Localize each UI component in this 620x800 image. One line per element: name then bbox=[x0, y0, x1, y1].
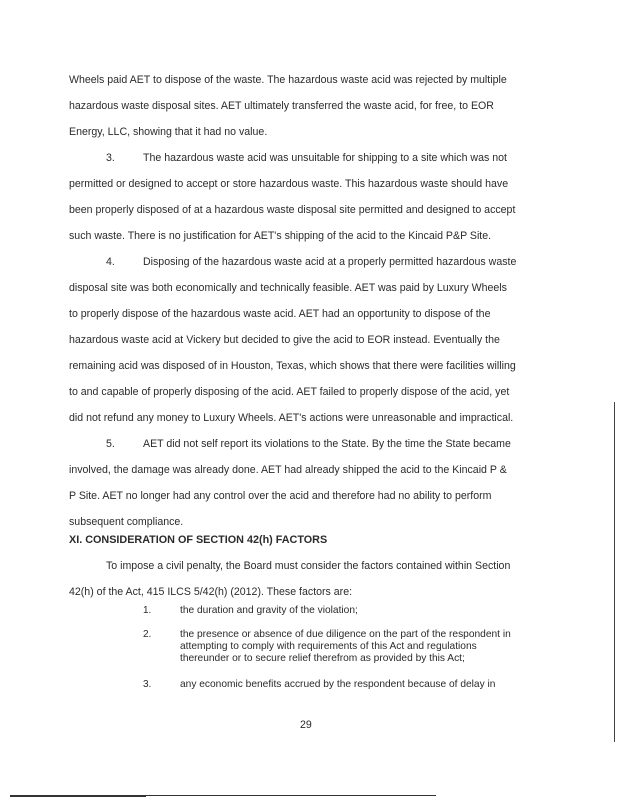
body-text-line: 42(h) of the Act, 415 ILCS 5/42(h) (2012). These factors are: bbox=[69, 586, 353, 598]
body-text-line: subsequent compliance. bbox=[69, 516, 184, 528]
body-text-line: involved, the damage was already done. AET had already shipped the acid to the Kincaid P & bbox=[69, 464, 507, 476]
list-item-text: attempting to comply with requirements of this Act and regulations bbox=[180, 641, 477, 652]
body-text-line: such waste. There is no justification for AET's shipping of the acid to the Kincaid P&P Site. bbox=[69, 230, 492, 242]
body-text-line: AET did not self report its violations to the State. By the time the State became bbox=[143, 438, 511, 450]
body-text-line: The hazardous waste acid was unsuitable for shipping to a site which was not bbox=[143, 152, 507, 164]
body-text-line: permitted or designed to accept or store hazardous waste. This hazardous waste should have bbox=[69, 178, 509, 190]
body-text-line: Energy, LLC, showing that it had no value. bbox=[69, 126, 268, 138]
list-item-text: the presence or absence of due diligence on the part of the respondent in bbox=[180, 629, 511, 640]
paragraph-number: 5. bbox=[106, 438, 115, 450]
body-text-line: hazardous waste acid at Vickery but decided to give the acid to EOR instead. Eventually the bbox=[69, 334, 500, 346]
list-item-text: any economic benefits accrued by the respondent because of delay in bbox=[180, 679, 496, 690]
body-text-line: been properly disposed of at a hazardous waste disposal site permitted and designed to accept bbox=[69, 204, 516, 216]
page-number: 29 bbox=[300, 719, 312, 731]
body-text-line: did not refund any money to Luxury Wheels. AET's actions were unreasonable and impractical. bbox=[69, 412, 514, 424]
list-item-text: thereunder or to secure relief therefrom as provided by this Act; bbox=[180, 653, 465, 664]
list-item-number: 2. bbox=[143, 629, 152, 640]
section-heading: XI. CONSIDERATION OF SECTION 42(h) FACTORS bbox=[69, 534, 328, 546]
list-item-number: 3. bbox=[143, 679, 152, 690]
margin-rule bbox=[614, 402, 615, 742]
list-item-number: 1. bbox=[143, 605, 152, 616]
list-item-text: the duration and gravity of the violation; bbox=[180, 605, 358, 616]
body-text-line: Disposing of the hazardous waste acid at a properly permitted hazardous waste bbox=[143, 256, 517, 268]
paragraph-number: 3. bbox=[106, 152, 115, 164]
footer-rule bbox=[10, 796, 146, 797]
body-text-line: to and capable of properly disposing of the acid. AET failed to properly dispose of the acid, yet bbox=[69, 386, 510, 398]
body-text-line: To impose a civil penalty, the Board must consider the factors contained within Section bbox=[106, 560, 511, 572]
body-text-line: disposal site was both economically and technically feasible. AET was paid by Luxury Wheels bbox=[69, 282, 507, 294]
body-text-line: P Site. AET no longer had any control over the acid and therefore had no ability to perform bbox=[69, 490, 492, 502]
body-text-line: Wheels paid AET to dispose of the waste. The hazardous waste acid was rejected by multiple bbox=[69, 74, 507, 86]
body-text-line: hazardous waste disposal sites. AET ultimately transferred the waste acid, for free, to EOR bbox=[69, 100, 494, 112]
body-text-line: remaining acid was disposed of in Houston, Texas, which shows that there were facilities willing bbox=[69, 360, 516, 372]
body-text-line: to properly dispose of the hazardous waste acid. AET had an opportunity to dispose of the bbox=[69, 308, 491, 320]
paragraph-number: 4. bbox=[106, 256, 115, 268]
